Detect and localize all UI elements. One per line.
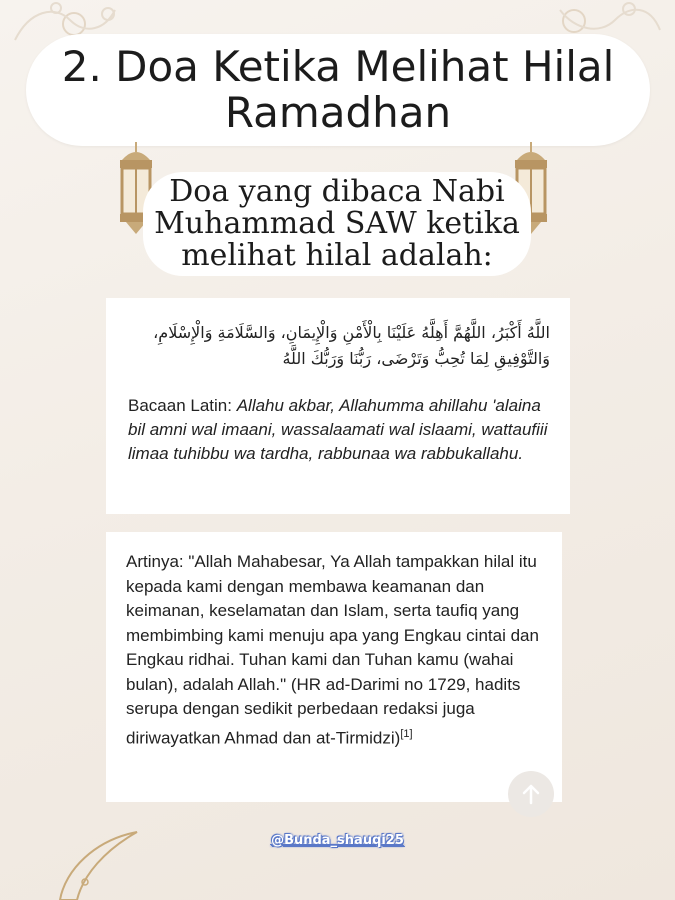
subtitle-banner — [143, 172, 531, 276]
subtitle-line-1: Doa yang dibaca Nabi — [169, 174, 505, 209]
subtitle-line-3: melihat hilal adalah: — [181, 238, 493, 273]
doa-card — [106, 298, 570, 514]
meaning-body: Artinya: "Allah Mahabesar, Ya Allah tampakkan hilal itu kepada kami dengan membawa keamanan dan keimanan, keselamatan dan Islam, serta taufiq yang membimbing kami menuju apa yang Engkau cintai dan Engkau ridhai. Tuhan kami dan Tuhan kamu (wahai bulan), adalah Allah." (HR ad-Darimi no 1729, hadits serupa dengan sedikit perbedaan redaksi juga diriwayatkan Ahmad dan at-Tirmidzi) — [126, 552, 539, 748]
meaning-text — [126, 550, 551, 751]
arrow-up-icon — [521, 783, 541, 805]
title-banner — [26, 34, 650, 146]
meaning-card — [106, 532, 562, 802]
arabic-doa-text: اللَّهُ أَكْبَرُ، اللَّهُمَّ أَهِلَّهُ عَلَيْنَا بِالْأَمْنِ وَالْإِيمَانِ، وَالسَّلَامَةِ وَالْإِسْلَامِ، وَالتَّوْفِيقِ لِمَا تُحِبُّ وَتَرْضَى، رَبُّنَا وَرَبُّكَ اللَّهُ — [153, 323, 550, 368]
footnote-link[interactable]: [1] — [400, 727, 413, 740]
latin-reading — [128, 394, 553, 466]
latin-text: Allahu akbar, Allahumma ahillahu 'alaina bil amni wal imaani, wassalaamati wal islaami, wattaufiii limaa tuhibbu wa tardha, rabbunaa wa rabbukallahu. — [128, 396, 548, 463]
page-title-line-1: 2. Doa Ketika Melihat Hilal — [61, 42, 615, 91]
crescent-moon-icon — [55, 830, 145, 900]
scroll-top-button[interactable] — [508, 771, 554, 817]
page-title-line-2: Ramadhan — [224, 88, 452, 137]
latin-label: Bacaan Latin: — [128, 396, 232, 415]
subtitle-line-2: Muhammad SAW ketika — [154, 206, 520, 241]
watermark-handle: @Bunda_shauqi25 — [271, 833, 404, 848]
